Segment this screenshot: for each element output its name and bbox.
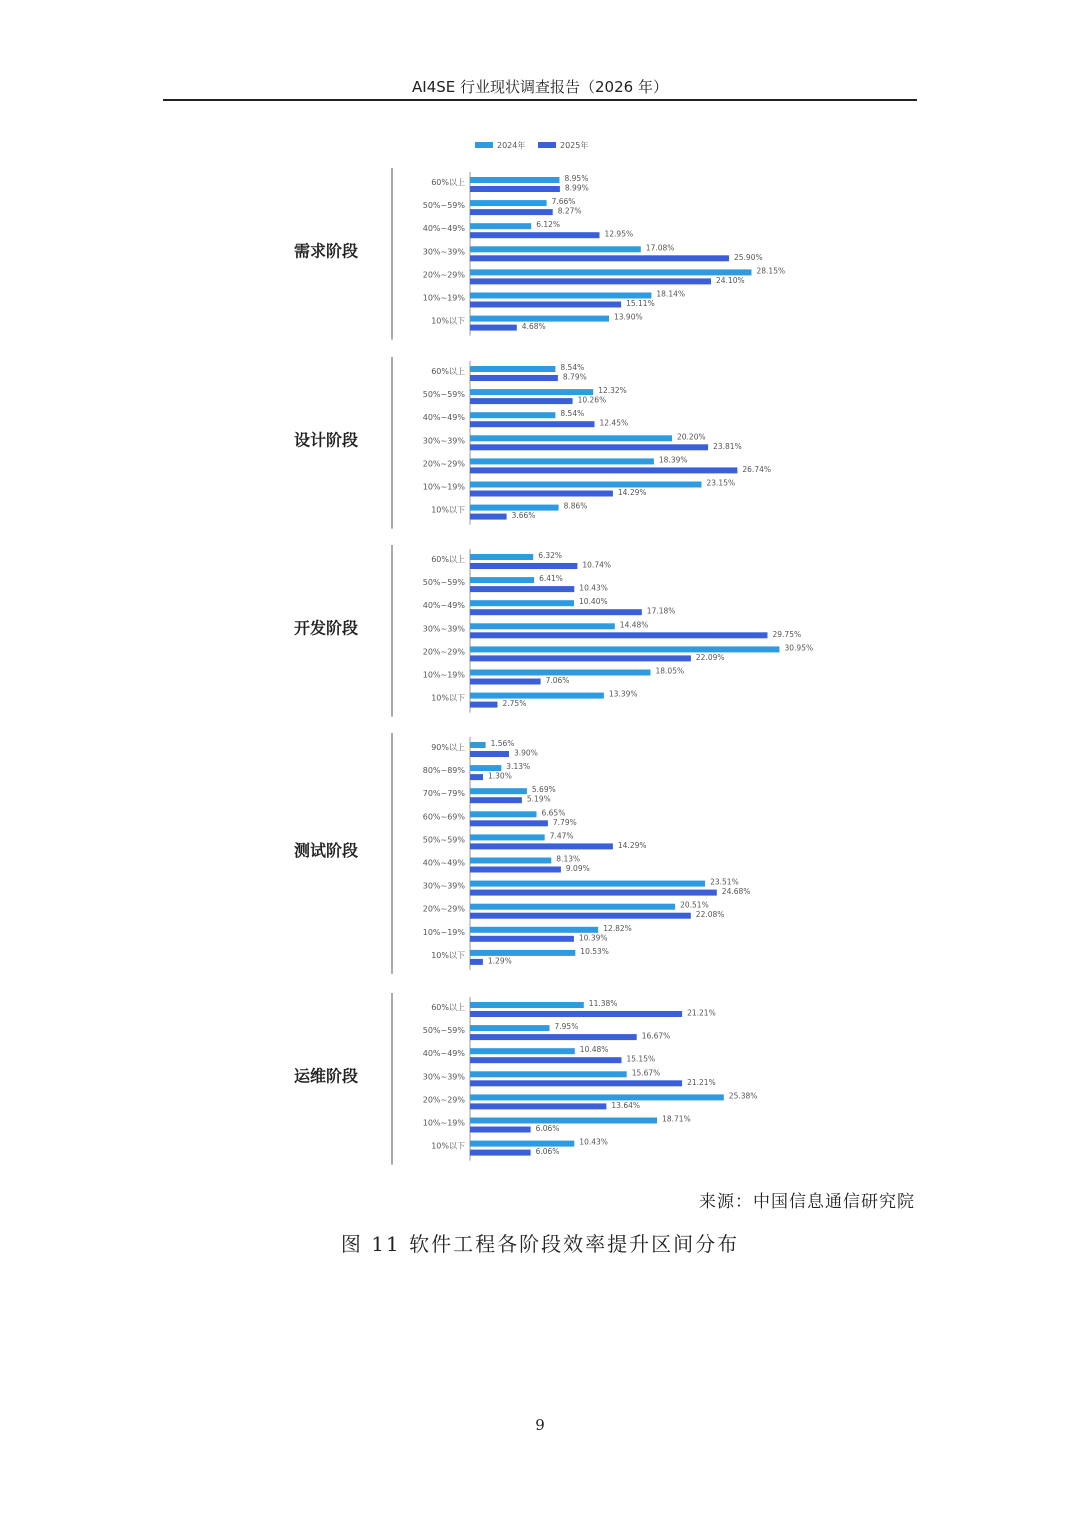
bar-2024 bbox=[470, 788, 527, 794]
bar-2025 bbox=[470, 209, 553, 215]
bar-2024 bbox=[470, 458, 654, 464]
data-label-2025: 9.09% bbox=[565, 864, 590, 873]
data-label-2025: 26.74% bbox=[742, 464, 772, 474]
stage-label: 开发阶段 bbox=[293, 618, 359, 638]
data-label-2024: 10.40% bbox=[579, 597, 608, 607]
category-tick-label: 20%~29% bbox=[422, 459, 465, 469]
data-label-2024: 8.54% bbox=[560, 409, 585, 419]
bar-2025 bbox=[470, 679, 541, 685]
bar-2025 bbox=[470, 843, 613, 849]
data-label-2025: 8.99% bbox=[564, 183, 589, 193]
category-tick-label: 40%~49% bbox=[422, 1049, 465, 1059]
category-tick-label: 20%~29% bbox=[422, 647, 465, 657]
category-tick-label: 60%以上 bbox=[431, 178, 465, 187]
bar-2024 bbox=[470, 1025, 550, 1031]
data-label-2024: 10.53% bbox=[580, 946, 609, 956]
category-tick-label: 50%~59% bbox=[422, 578, 465, 588]
category-tick-label: 30%~39% bbox=[422, 1072, 465, 1082]
bar-2024 bbox=[470, 316, 609, 322]
bar-2024 bbox=[470, 200, 547, 206]
data-label-2025: 7.79% bbox=[552, 817, 577, 827]
data-label-2024: 10.43% bbox=[579, 1137, 608, 1147]
bar-2024 bbox=[470, 646, 780, 652]
bar-2025 bbox=[470, 820, 548, 826]
category-tick-label: 60%以上 bbox=[431, 1003, 465, 1012]
bar-2024 bbox=[470, 927, 598, 933]
data-label-2024: 23.15% bbox=[706, 478, 736, 488]
data-label-2025: 22.08% bbox=[695, 910, 725, 920]
data-label-2025: 13.64% bbox=[611, 1100, 641, 1110]
data-label-2024: 7.47% bbox=[549, 831, 574, 841]
bar-2025 bbox=[470, 1080, 682, 1086]
bar-2025 bbox=[470, 655, 691, 661]
bar-2025 bbox=[470, 186, 560, 192]
data-label-2025: 3.66% bbox=[511, 511, 536, 521]
bar-2025 bbox=[470, 278, 711, 284]
page-header-title: AI4SE 行业现状调查报告（2026 年） bbox=[412, 78, 668, 96]
legend-label-2025: 2025年 bbox=[560, 141, 589, 150]
data-label-2024: 30.95% bbox=[784, 643, 814, 653]
category-tick-label: 20%~29% bbox=[422, 270, 465, 280]
stage-label: 设计阶段 bbox=[293, 430, 359, 450]
data-label-2024: 14.48% bbox=[619, 620, 649, 630]
bar-2024 bbox=[470, 246, 641, 252]
bar-2024 bbox=[470, 177, 560, 183]
category-tick-label: 10%~19% bbox=[422, 927, 465, 937]
stage-label: 需求阶段 bbox=[293, 241, 359, 261]
data-label-2024: 18.14% bbox=[656, 289, 686, 299]
data-label-2025: 12.95% bbox=[604, 229, 634, 239]
category-tick-label: 30%~39% bbox=[422, 436, 465, 446]
bar-2025 bbox=[470, 325, 517, 331]
data-label-2025: 3.90% bbox=[514, 748, 538, 758]
legend-swatch-2024 bbox=[475, 142, 493, 148]
bar-2024 bbox=[470, 1118, 657, 1124]
category-tick-label: 90%以上 bbox=[431, 743, 465, 752]
data-label-2025: 6.06% bbox=[535, 1147, 560, 1157]
data-label-2025: 15.15% bbox=[626, 1054, 656, 1064]
bar-2025 bbox=[470, 1034, 637, 1040]
bar-2025 bbox=[470, 563, 577, 569]
data-label-2024: 7.66% bbox=[551, 197, 576, 207]
bar-2024 bbox=[470, 269, 752, 275]
source-note: 来源：中国信息通信研究院 bbox=[699, 1192, 915, 1212]
data-label-2024: 3.13% bbox=[506, 762, 531, 772]
data-label-2024: 11.38% bbox=[588, 999, 618, 1008]
data-label-2025: 15.11% bbox=[626, 299, 655, 308]
data-label-2024: 12.82% bbox=[603, 923, 632, 933]
data-label-2024: 10.48% bbox=[579, 1045, 609, 1055]
data-label-2024: 17.08% bbox=[645, 243, 675, 253]
category-tick-label: 30%~39% bbox=[422, 881, 465, 891]
bar-2025 bbox=[470, 1057, 622, 1063]
data-label-2024: 8.95% bbox=[564, 174, 589, 183]
bar-2024 bbox=[470, 1094, 724, 1100]
data-label-2024: 18.05% bbox=[655, 666, 685, 676]
category-tick-label: 10%以下 bbox=[431, 693, 465, 703]
bar-2024 bbox=[470, 577, 534, 583]
data-label-2025: 25.90% bbox=[734, 252, 763, 262]
data-label-2024: 6.65% bbox=[541, 808, 566, 818]
bar-2024 bbox=[470, 293, 651, 299]
data-label-2024: 5.69% bbox=[531, 785, 556, 795]
category-tick-label: 50%~59% bbox=[422, 835, 465, 845]
data-label-2025: 12.45% bbox=[599, 418, 629, 428]
data-label-2025: 10.26% bbox=[577, 395, 607, 405]
data-label-2025: 22.09% bbox=[695, 652, 725, 662]
category-tick-label: 60%以上 bbox=[431, 555, 465, 564]
bar-2025 bbox=[470, 867, 561, 873]
data-label-2024: 13.39% bbox=[608, 689, 638, 699]
bar-2025 bbox=[470, 421, 595, 427]
bar-2024 bbox=[470, 600, 574, 606]
bar-2024 bbox=[470, 389, 593, 395]
bar-2025 bbox=[470, 491, 613, 497]
bar-2025 bbox=[470, 632, 768, 638]
bar-2025 bbox=[470, 959, 483, 965]
data-label-2024: 8.13% bbox=[556, 854, 581, 864]
data-label-2025: 10.43% bbox=[579, 583, 608, 593]
bar-2025 bbox=[470, 797, 522, 803]
bar-2025 bbox=[470, 444, 708, 450]
legend-swatch-2025 bbox=[538, 142, 556, 148]
bar-2025 bbox=[470, 702, 498, 708]
data-label-2025: 1.29% bbox=[487, 956, 512, 966]
category-tick-label: 50%~59% bbox=[422, 1026, 465, 1036]
bar-2025 bbox=[470, 1011, 682, 1017]
bar-2025 bbox=[470, 1150, 531, 1156]
category-tick-label: 10%~19% bbox=[422, 482, 465, 492]
data-label-2025: 10.39% bbox=[578, 933, 608, 943]
category-tick-label: 10%以下 bbox=[431, 950, 465, 960]
bar-2024 bbox=[470, 482, 702, 488]
bar-2024 bbox=[470, 742, 486, 748]
bar-2025 bbox=[470, 514, 507, 520]
bar-2024 bbox=[470, 834, 545, 840]
data-label-2025: 7.06% bbox=[545, 676, 570, 685]
bar-2025 bbox=[470, 586, 574, 592]
data-label-2024: 20.51% bbox=[680, 900, 709, 910]
data-label-2024: 23.51% bbox=[710, 877, 739, 887]
legend-label-2024: 2024年 bbox=[497, 141, 526, 150]
figure-caption: 图 11 软件工程各阶段效率提升区间分布 bbox=[340, 1232, 740, 1256]
category-tick-label: 40%~49% bbox=[422, 224, 465, 234]
category-tick-label: 50%~59% bbox=[422, 201, 465, 211]
data-label-2024: 6.12% bbox=[536, 220, 561, 230]
data-label-2025: 14.29% bbox=[617, 840, 647, 850]
data-label-2024: 6.32% bbox=[538, 551, 563, 560]
bar-2024 bbox=[470, 366, 555, 372]
bar-2025 bbox=[470, 375, 558, 381]
category-tick-label: 10%~19% bbox=[422, 1118, 465, 1128]
data-label-2024: 8.86% bbox=[563, 501, 588, 511]
data-label-2025: 23.81% bbox=[713, 441, 742, 451]
bar-2025 bbox=[470, 913, 691, 919]
data-label-2024: 25.38% bbox=[728, 1091, 758, 1101]
data-label-2024: 7.95% bbox=[554, 1022, 579, 1032]
data-label-2024: 15.67% bbox=[631, 1068, 661, 1078]
data-label-2025: 1.30% bbox=[488, 771, 512, 781]
bar-2024 bbox=[470, 412, 555, 418]
bar-2025 bbox=[470, 890, 717, 896]
bar-2024 bbox=[470, 505, 559, 511]
bar-2025 bbox=[470, 398, 573, 404]
stage-label: 测试阶段 bbox=[293, 840, 359, 860]
data-label-2025: 8.79% bbox=[562, 372, 587, 382]
bar-2024 bbox=[470, 950, 575, 956]
data-label-2025: 24.68% bbox=[721, 887, 751, 897]
data-label-2025: 4.68% bbox=[521, 322, 546, 332]
bar-2024 bbox=[470, 435, 672, 441]
category-tick-label: 40%~49% bbox=[422, 601, 465, 611]
bar-2024 bbox=[470, 858, 551, 864]
data-label-2025: 10.74% bbox=[582, 560, 612, 570]
bar-2024 bbox=[470, 1071, 627, 1077]
category-tick-label: 40%~49% bbox=[422, 413, 465, 423]
category-tick-label: 30%~39% bbox=[422, 624, 465, 634]
bar-2024 bbox=[470, 623, 615, 629]
bar-2025 bbox=[470, 774, 483, 780]
category-tick-label: 20%~29% bbox=[422, 1095, 465, 1105]
data-label-2024: 12.32% bbox=[598, 386, 627, 396]
bar-2024 bbox=[470, 554, 533, 560]
data-label-2025: 2.75% bbox=[502, 699, 527, 709]
category-tick-label: 10%以下 bbox=[431, 1141, 465, 1151]
category-tick-label: 80%~89% bbox=[422, 766, 465, 776]
category-tick-label: 70%~79% bbox=[422, 789, 465, 799]
category-tick-label: 10%以下 bbox=[431, 505, 465, 515]
data-label-2024: 1.56% bbox=[490, 739, 515, 748]
stage-label: 运维阶段 bbox=[293, 1066, 359, 1086]
data-label-2025: 5.19% bbox=[526, 794, 551, 804]
bar-2024 bbox=[470, 670, 651, 676]
bar-2025 bbox=[470, 751, 509, 757]
bar-2024 bbox=[470, 1002, 584, 1008]
bar-2024 bbox=[470, 693, 604, 699]
data-label-2025: 14.29% bbox=[617, 488, 647, 497]
data-label-2024: 13.90% bbox=[614, 312, 643, 322]
bar-2024 bbox=[470, 904, 675, 910]
data-label-2025: 21.21% bbox=[687, 1077, 716, 1087]
bar-2024 bbox=[470, 881, 705, 887]
data-label-2025: 17.18% bbox=[646, 606, 676, 616]
data-label-2025: 8.27% bbox=[557, 206, 582, 216]
category-tick-label: 40%~49% bbox=[422, 858, 465, 868]
category-tick-label: 10%~19% bbox=[422, 670, 465, 680]
bar-2025 bbox=[470, 302, 621, 308]
bar-2025 bbox=[470, 232, 600, 238]
category-tick-label: 30%~39% bbox=[422, 247, 465, 257]
category-tick-label: 60%~69% bbox=[422, 812, 465, 822]
data-label-2025: 21.21% bbox=[687, 1008, 716, 1018]
data-label-2025: 24.10% bbox=[716, 275, 745, 285]
data-label-2024: 8.54% bbox=[560, 363, 585, 372]
category-tick-label: 10%以下 bbox=[431, 316, 465, 326]
bar-2024 bbox=[470, 1048, 575, 1054]
bar-2024 bbox=[470, 223, 531, 229]
bar-2025 bbox=[470, 255, 729, 261]
data-label-2024: 28.15% bbox=[756, 266, 786, 276]
category-tick-label: 60%以上 bbox=[431, 367, 465, 376]
bar-2025 bbox=[470, 936, 574, 942]
bar-2025 bbox=[470, 1127, 531, 1133]
bar-2024 bbox=[470, 1141, 574, 1147]
bar-2025 bbox=[470, 609, 642, 615]
data-label-2024: 18.39% bbox=[658, 455, 688, 465]
bar-2025 bbox=[470, 467, 737, 473]
data-label-2025: 6.06% bbox=[535, 1124, 560, 1133]
page-number: 9 bbox=[535, 1416, 545, 1434]
bar-2024 bbox=[470, 811, 537, 817]
data-label-2025: 16.67% bbox=[641, 1031, 671, 1041]
data-label-2025: 29.75% bbox=[772, 629, 802, 639]
category-tick-label: 20%~29% bbox=[422, 904, 465, 914]
category-tick-label: 50%~59% bbox=[422, 390, 465, 400]
data-label-2024: 18.71% bbox=[662, 1114, 691, 1124]
bar-2025 bbox=[470, 1103, 606, 1109]
data-label-2024: 6.41% bbox=[539, 574, 563, 584]
category-tick-label: 10%~19% bbox=[422, 293, 465, 303]
data-label-2024: 20.20% bbox=[677, 432, 706, 442]
bar-2024 bbox=[470, 765, 501, 771]
